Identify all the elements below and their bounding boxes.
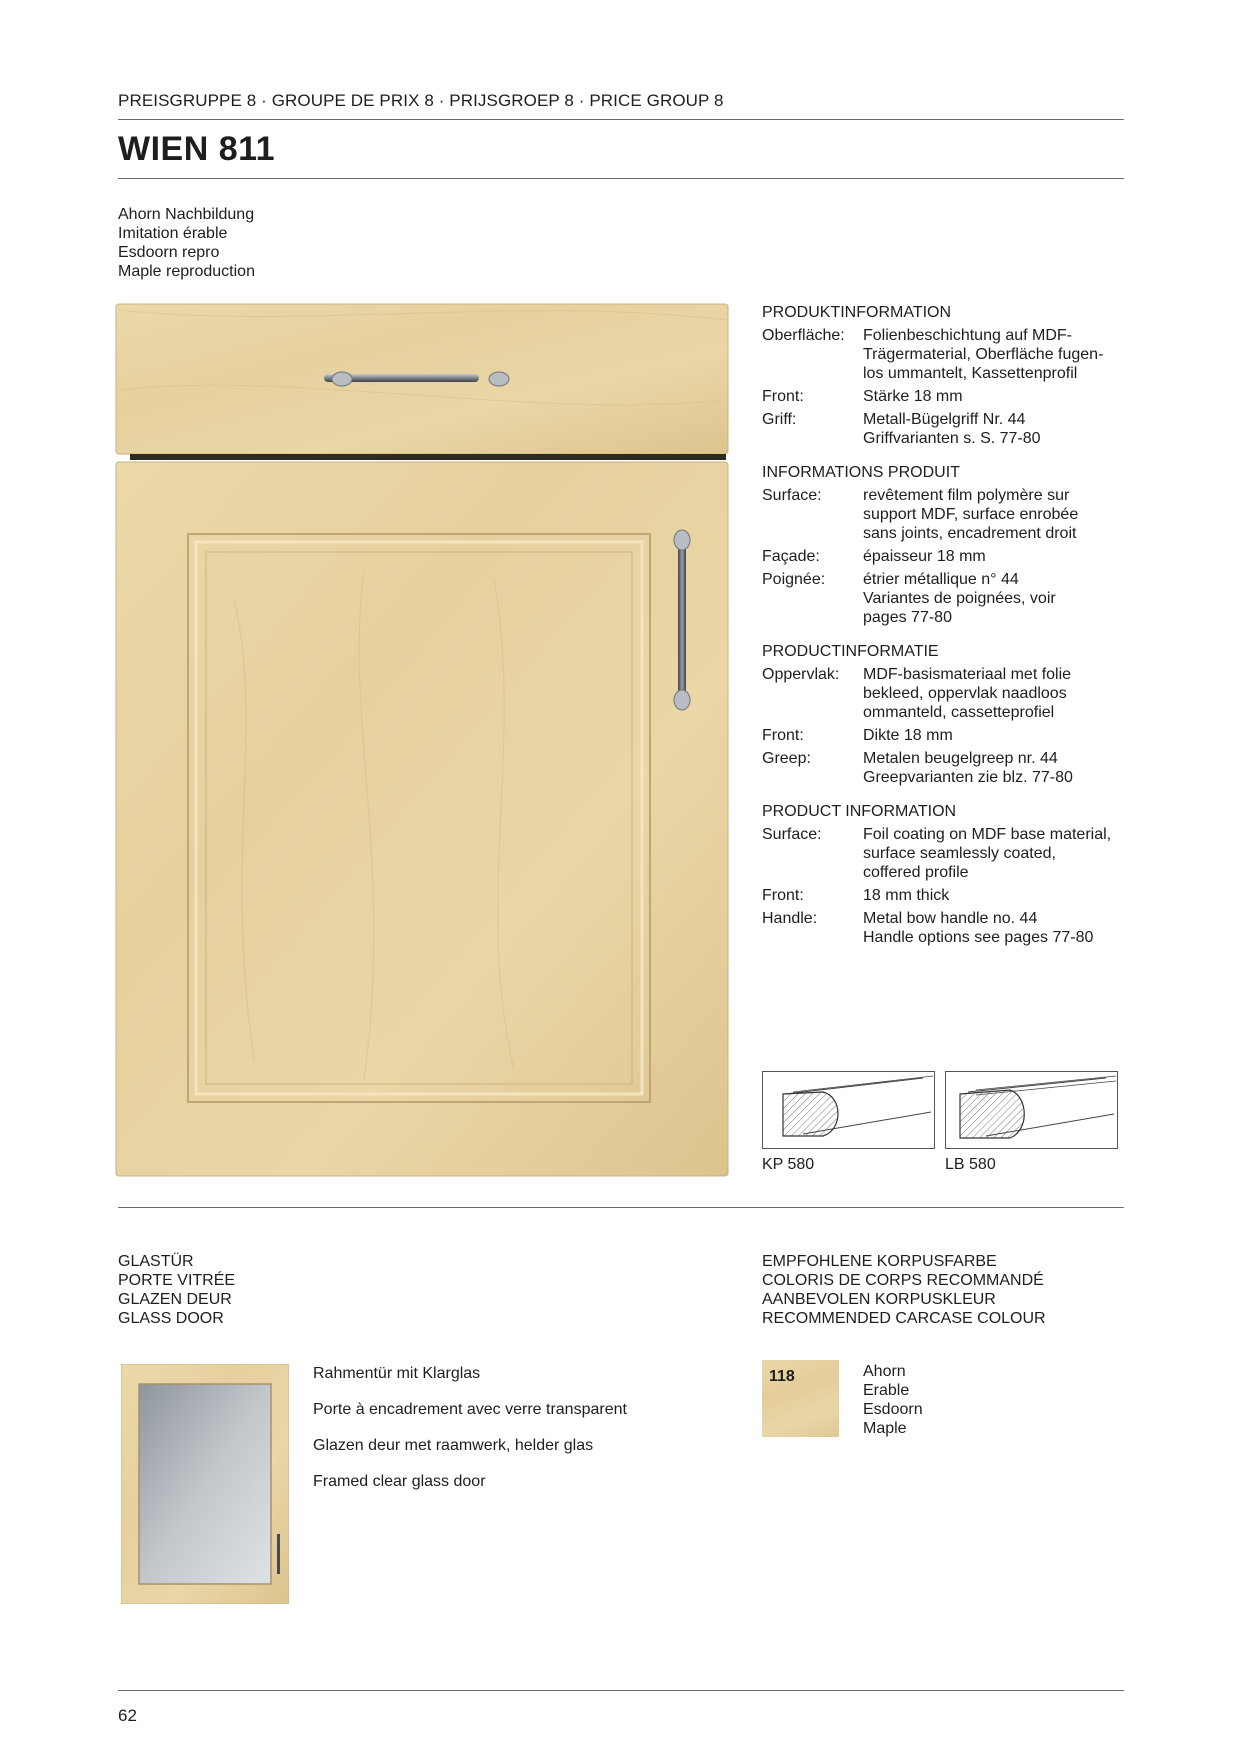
glass-door-heading-line: GLAZEN DEUR: [118, 1291, 232, 1308]
info-label: Surface:: [762, 826, 822, 843]
profile-label: KP 580: [762, 1156, 815, 1173]
info-value: Folienbeschichtung auf MDF- Trägermaterial, Oberfläche fugen- los ummantelt, Kassettenprofil: [863, 327, 1104, 382]
model-title: WIEN 811: [118, 130, 276, 168]
colour-name: Erable: [863, 1382, 910, 1399]
profile-kp580-drawing: [762, 1071, 935, 1149]
info-label: Façade:: [762, 548, 820, 565]
glass-door-heading-line: PORTE VITRÉE: [118, 1272, 236, 1289]
glass-door-heading: [118, 1252, 235, 1328]
colour-names: [863, 1362, 923, 1438]
finish-line: Ahorn Nachbildung: [118, 206, 255, 223]
glass-door-heading-line: GLASTÜR: [118, 1253, 194, 1270]
info-section-title: PRODUKTINFORMATION: [762, 304, 952, 321]
carcase-heading-line: COLORIS DE CORPS RECOMMANDÉ: [762, 1272, 1044, 1289]
info-value: Metall-Bügelgriff Nr. 44 Griffvarianten s. S. 77-80: [863, 411, 1041, 447]
info-label: Front:: [762, 887, 804, 904]
info-label: Griff:: [762, 411, 797, 428]
finish-description: [118, 205, 255, 281]
info-section-de: [762, 303, 1132, 448]
info-value: Stärke 18 mm: [863, 388, 963, 405]
page-number: 62: [118, 1706, 137, 1725]
carcase-colour-heading: [762, 1252, 1046, 1328]
info-label: Handle:: [762, 910, 818, 927]
price-group-header: PREISGRUPPE 8 · GROUPE DE PRIX 8 · PRIJSGROEP 8 · PRICE GROUP 8: [118, 91, 724, 110]
section-divider: [118, 1207, 1124, 1208]
info-value: étrier métallique n° 44 Variantes de poignées, voir pages 77-80: [863, 571, 1056, 626]
info-value: épaisseur 18 mm: [863, 548, 986, 565]
info-section-fr: [762, 463, 1132, 627]
info-section-title: PRODUCTINFORMATIE: [762, 643, 939, 660]
info-label: Oberfläche:: [762, 327, 845, 344]
profile-lb580-drawing: [945, 1071, 1118, 1149]
info-label: Oppervlak:: [762, 666, 840, 683]
swatch-code: 118: [769, 1368, 795, 1385]
title-divider: [118, 178, 1124, 179]
profile-label: LB 580: [945, 1156, 996, 1173]
product-information: [762, 303, 1132, 962]
carcase-heading-line: RECOMMENDED CARCASE COLOUR: [762, 1310, 1046, 1327]
cabinet-door-image: [114, 300, 730, 1180]
info-section-en: [762, 802, 1132, 947]
info-section-nl: [762, 642, 1132, 787]
info-label: Front:: [762, 388, 804, 405]
glass-door-description: Rahmentür mit Klarglas: [313, 1365, 481, 1382]
info-value: Metalen beugelgreep nr. 44 Greepvarianten zie blz. 77-80: [863, 750, 1073, 786]
header-divider: [118, 119, 1124, 120]
colour-swatch: [762, 1360, 839, 1437]
glass-door-image: [121, 1364, 289, 1604]
info-value: Foil coating on MDF base material, surface seamlessly coated, coffered profile: [863, 826, 1112, 881]
finish-line: Maple reproduction: [118, 263, 255, 280]
info-value: MDF-basismateriaal met folie bekleed, oppervlak naadloos ommanteld, cassetteprofiel: [863, 666, 1072, 721]
glass-door-description: Glazen deur met raamwerk, helder glas: [313, 1437, 594, 1454]
info-label: Greep:: [762, 750, 811, 767]
glass-door-descriptions: [313, 1364, 627, 1508]
info-label: Poignée:: [762, 571, 826, 588]
carcase-heading-line: EMPFOHLENE KORPUSFARBE: [762, 1253, 997, 1270]
info-value: revêtement film polymère sur support MDF, surface enrobée sans joints, encadrement droit: [863, 487, 1079, 542]
info-value: Metal bow handle no. 44 Handle options see pages 77-80: [863, 910, 1094, 946]
info-section-title: PRODUCT INFORMATION: [762, 803, 957, 820]
colour-name: Maple: [863, 1420, 907, 1437]
info-value: 18 mm thick: [863, 887, 950, 904]
carcase-heading-line: AANBEVOLEN KORPUSKLEUR: [762, 1291, 996, 1308]
info-label: Front:: [762, 727, 804, 744]
footer-divider: [118, 1690, 1124, 1691]
glass-door-description: Framed clear glass door: [313, 1473, 486, 1490]
finish-line: Imitation érable: [118, 225, 228, 242]
info-section-title: INFORMATIONS PRODUIT: [762, 464, 960, 481]
glass-door-heading-line: GLASS DOOR: [118, 1310, 224, 1327]
colour-name: Ahorn: [863, 1363, 906, 1380]
glass-door-description: Porte à encadrement avec verre transparent: [313, 1401, 627, 1418]
finish-line: Esdoorn repro: [118, 244, 220, 261]
colour-name: Esdoorn: [863, 1401, 923, 1418]
door-handle-bar: [678, 540, 686, 698]
info-value: Dikte 18 mm: [863, 727, 953, 744]
info-label: Surface:: [762, 487, 822, 504]
